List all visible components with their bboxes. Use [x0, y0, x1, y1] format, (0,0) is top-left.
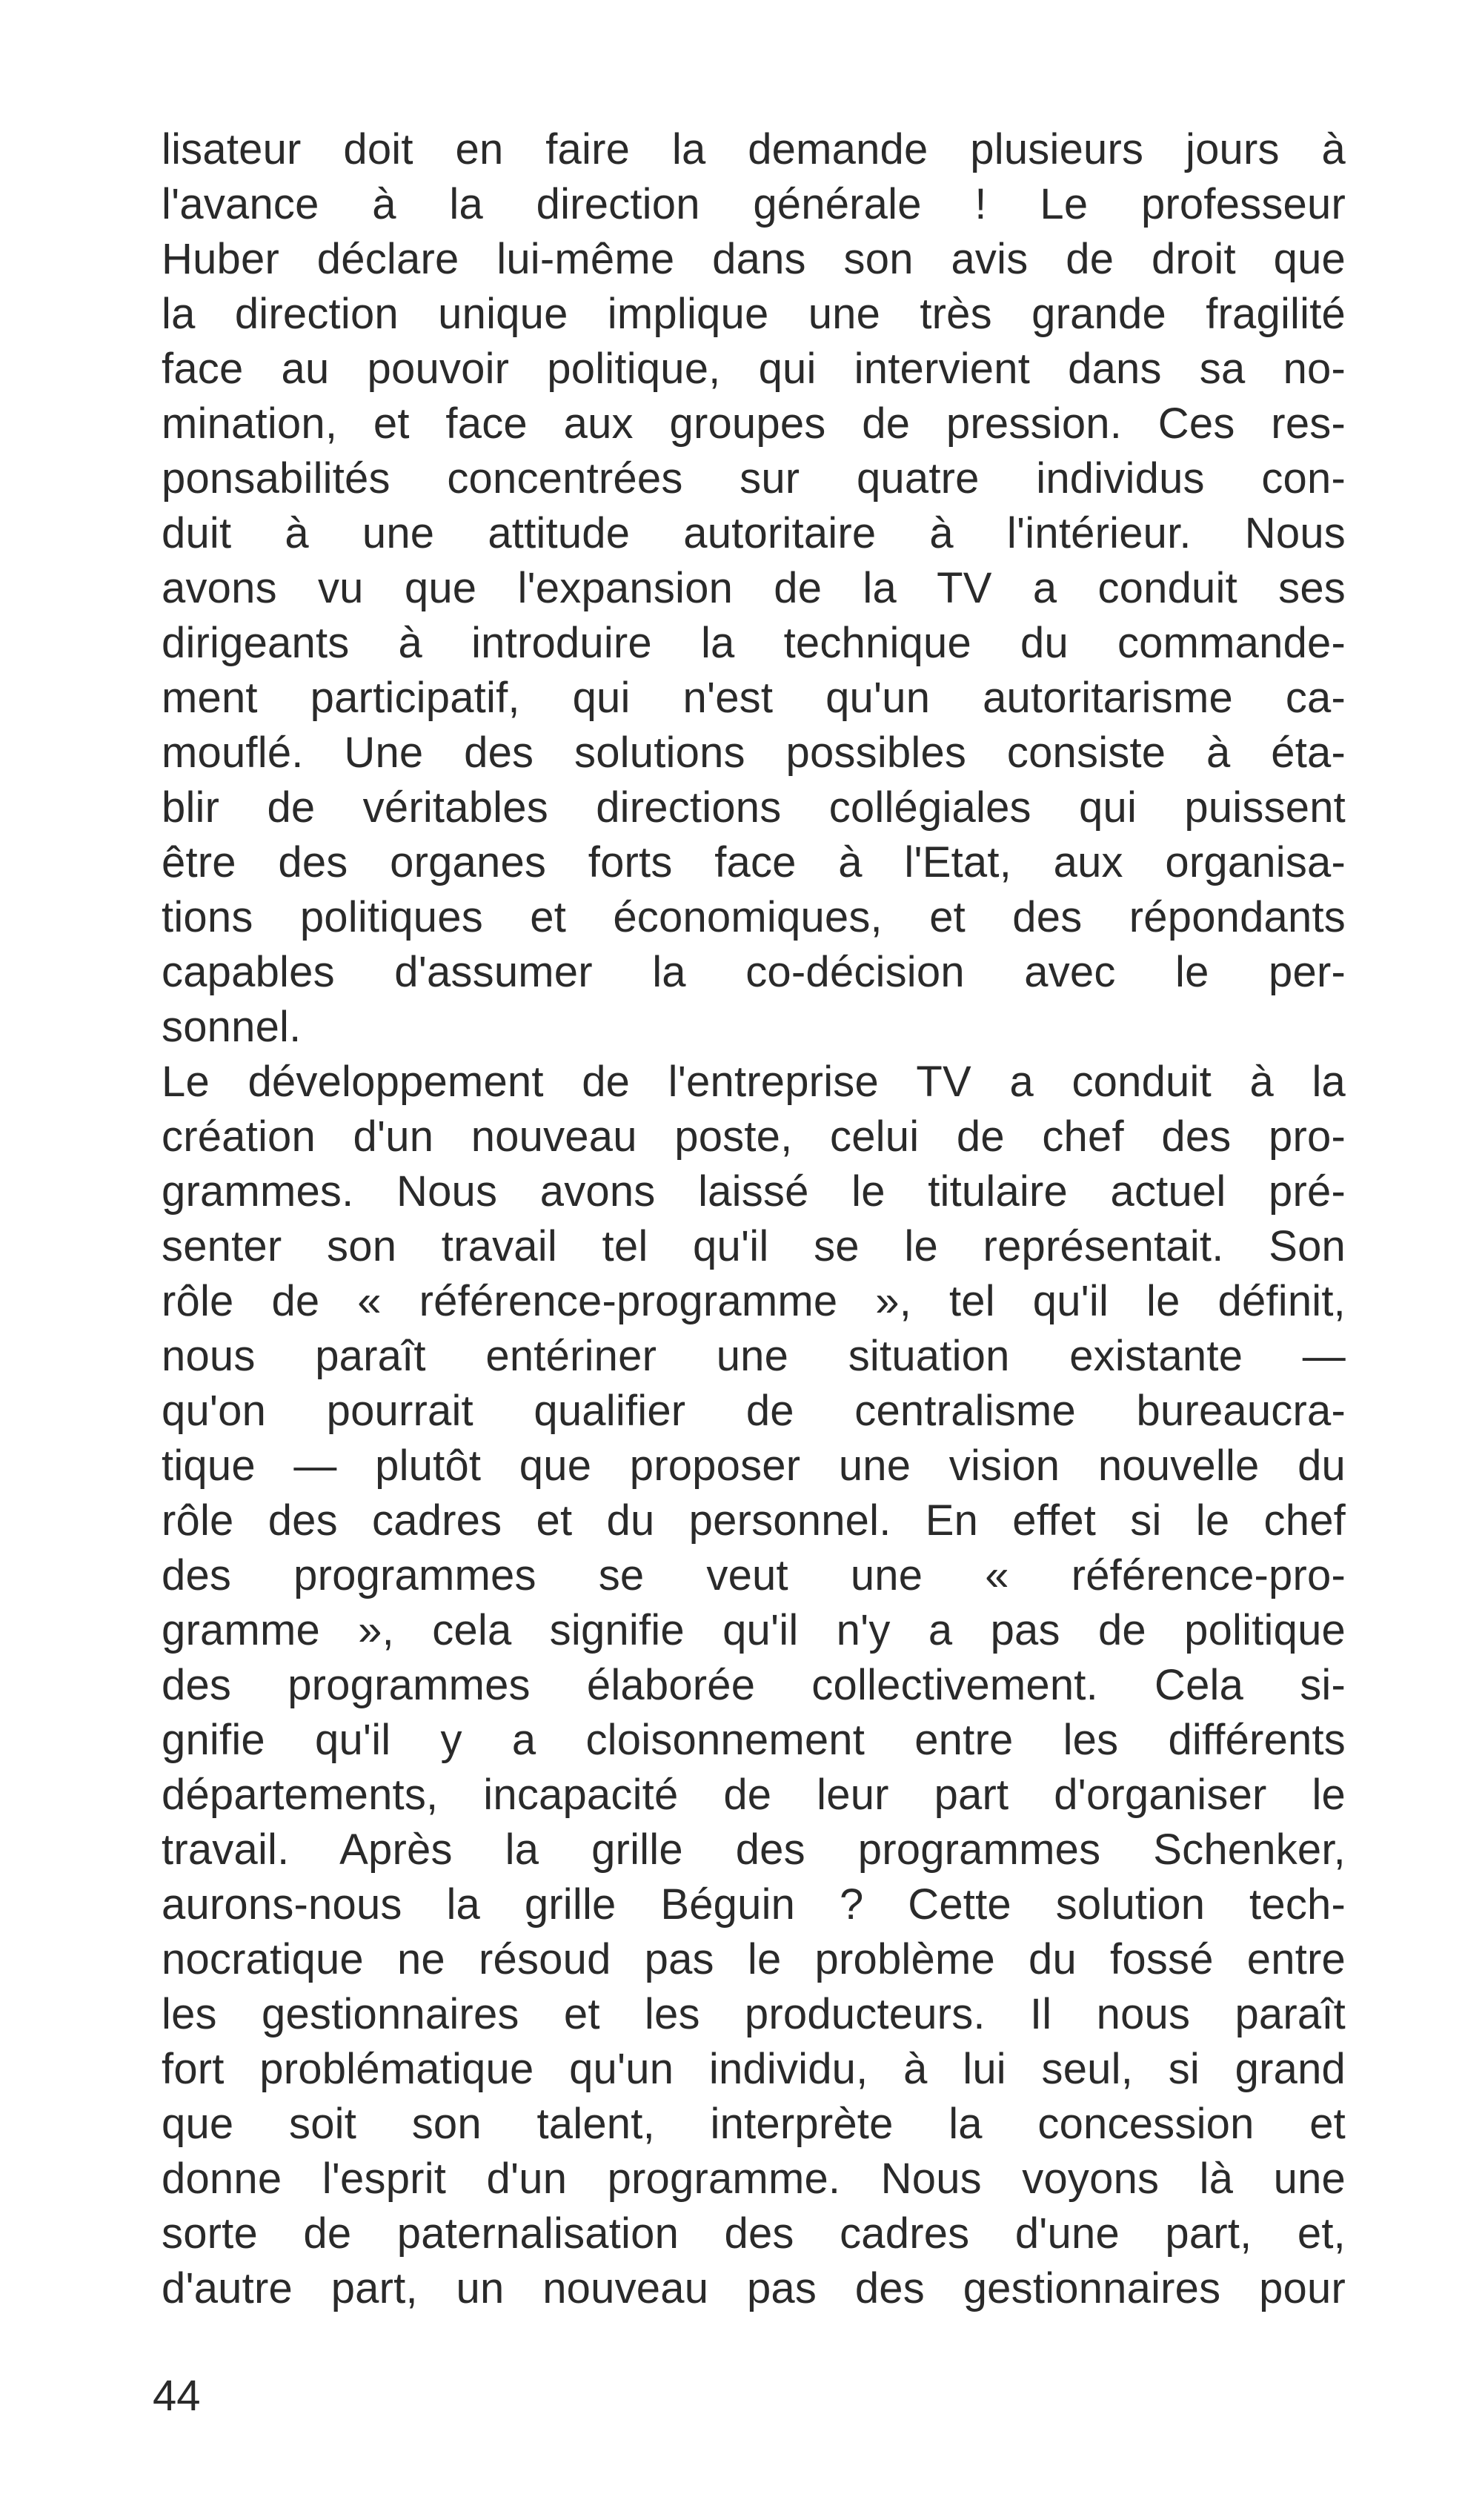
text-line: tique — plutôt que proposer une vision nouvelle du	[162, 1442, 1346, 1490]
text-line: sorte de paternalisation des cadres d'une part, et,	[162, 2209, 1346, 2258]
text-line: tions politiques et économiques, et des répondants	[162, 893, 1346, 941]
body-text	[162, 122, 1346, 2316]
text-line: dirigeants à introduire la technique du commande-	[162, 619, 1346, 667]
text-line: rôle de « référence-programme », tel qu'il le définit,	[162, 1277, 1346, 1325]
text-line: Le développement de l'entreprise TV a conduit à la	[162, 1058, 1346, 1106]
text-line: face au pouvoir politique, qui intervient dans sa no-	[162, 345, 1346, 393]
text-line: départements, incapacité de leur part d'organiser le	[162, 1771, 1346, 1819]
text-line: que soit son talent, interprète la concession et	[162, 2100, 1346, 2148]
text-line: capables d'assumer la co-décision avec le per-	[162, 948, 1346, 996]
text-line: ponsabilités concentrées sur quatre individus con-	[162, 454, 1346, 503]
text-line: senter son travail tel qu'il se le représentait. Son	[162, 1222, 1346, 1270]
text-line: gramme », cela signifie qu'il n'y a pas de politique	[162, 1606, 1346, 1654]
text-line: lisateur doit en faire la demande plusieurs jours à	[162, 125, 1346, 173]
text-line: mouflé. Une des solutions possibles consiste à éta-	[162, 729, 1346, 777]
text-line: création d'un nouveau poste, celui de chef des pro-	[162, 1113, 1346, 1161]
text-line: des programmes élaborée collectivement. Cela si-	[162, 1661, 1346, 1709]
text-line: les gestionnaires et les producteurs. Il nous paraît	[162, 1990, 1346, 2038]
text-line: être des organes forts face à l'Etat, aux organisa-	[162, 838, 1346, 886]
text-line: ment participatif, qui n'est qu'un autoritarisme ca-	[162, 674, 1346, 722]
text-line: Huber déclare lui-même dans son avis de droit que	[162, 235, 1346, 283]
text-line: fort problématique qu'un individu, à lui seul, si grand	[162, 2045, 1346, 2093]
text-line: donne l'esprit d'un programme. Nous voyons là une	[162, 2155, 1346, 2203]
text-line: rôle des cadres et du personnel. En effet si le chef	[162, 1496, 1346, 1545]
text-line: grammes. Nous avons laissé le titulaire actuel pré-	[162, 1167, 1346, 1216]
text-line: l'avance à la direction générale ! Le professeur	[162, 180, 1346, 228]
text-line: d'autre part, un nouveau pas des gestionnaires pour	[162, 2264, 1346, 2312]
page-number: 44	[153, 2372, 201, 2420]
text-line: mination, et face aux groupes de pression. Ces res-	[162, 399, 1346, 448]
text-line: des programmes se veut une « référence-pro-	[162, 1551, 1346, 1599]
text-line: la direction unique implique une très grande fragilité	[162, 290, 1346, 338]
text-line: gnifie qu'il y a cloisonnement entre les différents	[162, 1716, 1346, 1764]
text-line: aurons-nous la grille Béguin ? Cette solution tech-	[162, 1880, 1346, 1929]
text-line: avons vu que l'expansion de la TV a conduit ses	[162, 564, 1346, 612]
text-line: nous paraît entériner une situation existante —	[162, 1332, 1346, 1380]
text-line: travail. Après la grille des programmes Schenker,	[162, 1826, 1346, 1874]
text-line: blir de véritables directions collégiales qui puissent	[162, 783, 1346, 832]
text-line: nocratique ne résoud pas le problème du fossé entre	[162, 1935, 1346, 1983]
paragraph-end-line: sonnel.	[162, 1003, 302, 1051]
text-line: qu'on pourrait qualifier de centralisme bureaucra-	[162, 1387, 1346, 1435]
text-line: duit à une attitude autoritaire à l'intérieur. Nous	[162, 509, 1346, 557]
